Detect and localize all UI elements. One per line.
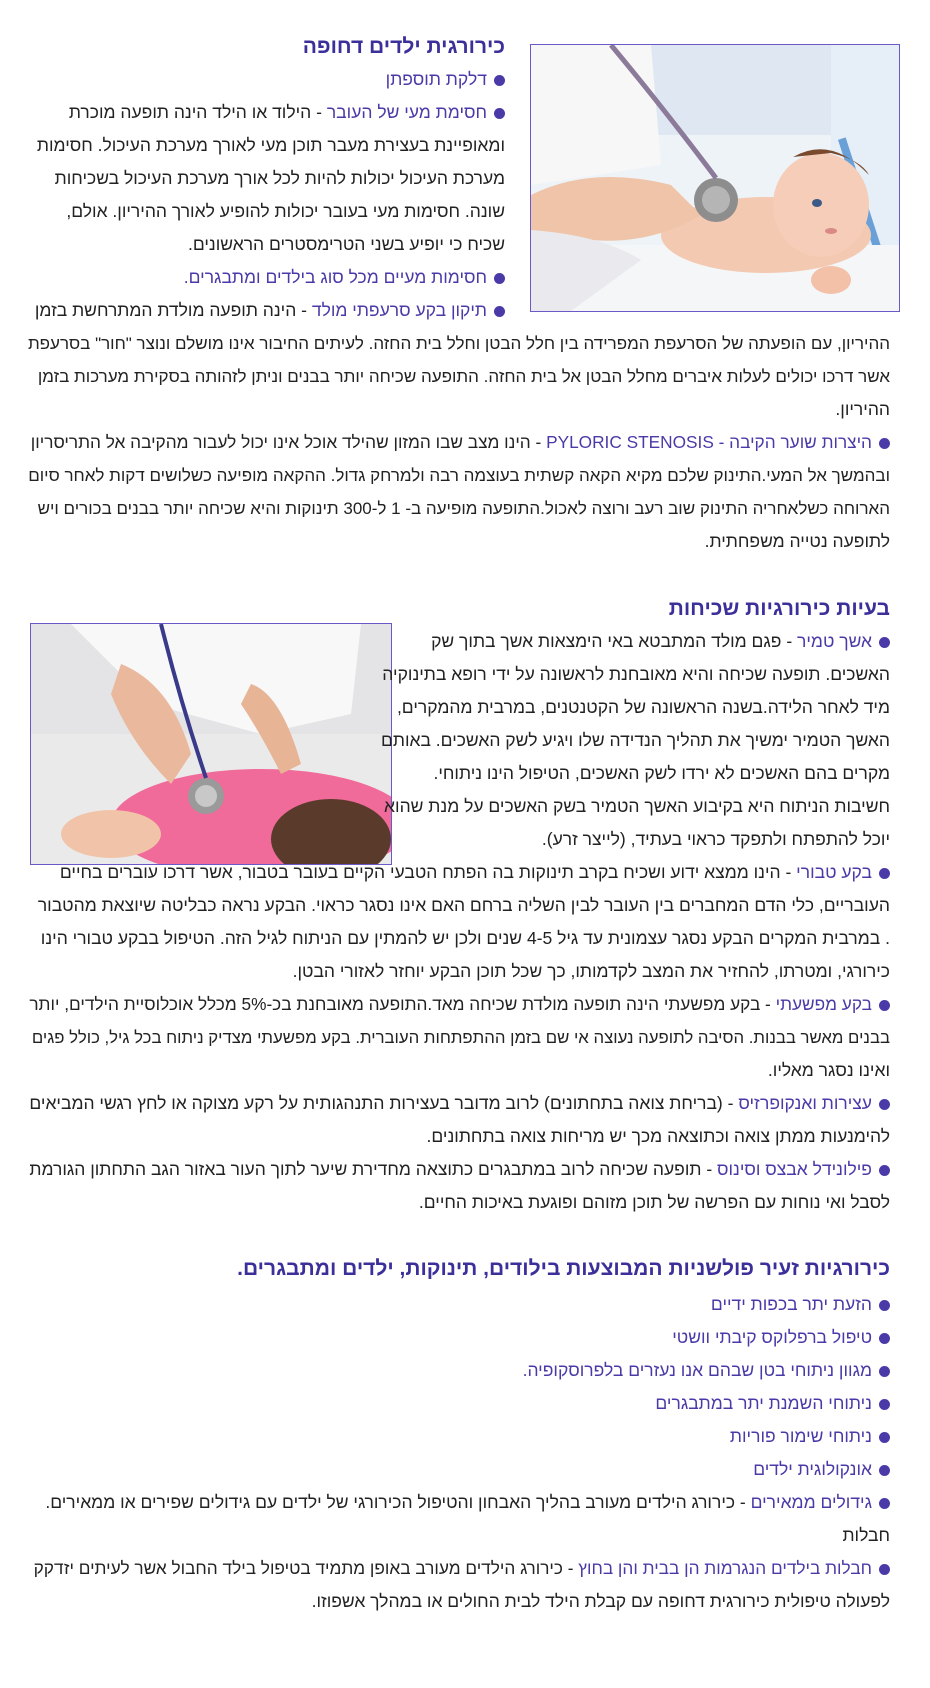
list-item: טיפול ברפלוקס קיבתי וושטי: [672, 1321, 890, 1354]
bullet-icon: [494, 306, 505, 317]
text-line: לתופעה נטייה משפחתית.: [704, 531, 890, 551]
text-line: לפעולה טיפולית כירורגית דחופה עם קבלת הילד לבית החולים או במהלך אשפוזו.: [311, 1591, 890, 1611]
list-item: ניתוחי השמנת יתר במתבגרים: [655, 1387, 890, 1420]
text-line: . במרבית המקרים הבקע נסגר עצמונית עד גיל 4-5 שנים ולכן יש להמתין עם הניתוח לגיל הזה. הטיפול בבקע טבורי הינו: [40, 928, 890, 948]
list-item: תיקון בקע סרעפתי מולד - הינה תופעה מולדת המתרחשת בזמן: [35, 294, 505, 327]
text-line: האשך הטמיר ימשיך את תהליך הנדידה שלו ויגיע לשק האשכים. באותם: [380, 730, 890, 750]
bullet-icon: [879, 1432, 890, 1443]
bullet-icon: [879, 1000, 890, 1011]
text-line: כירורגי, ומטרתו, להחזיר את המצב לקדמותו, כך שכל תוכן הבקע יוחזר לאזורי הבטן.: [292, 961, 890, 981]
text-line: שכיח כי יופיע בשני הטרימסטרים הראשונים.: [188, 234, 505, 254]
text-line: האשכים. תופעה שכיחה והיא מאובחנת לראשונה על ידי רופא בתינוקיה: [382, 664, 890, 684]
list-item: גידולים ממאירים - כירורג הילדים מעורב בהליך האבחון והטיפול הכירורגי של ילדים עם גידולים שפירים או ממאירים.: [45, 1486, 890, 1519]
section-title-minimally-invasive: כירורגיות זעיר פולשניות המבוצעות בילודים, תינוקות, ילדים ומתבגרים.: [237, 1257, 890, 1280]
text-line: ההיריון, עם הופעתה של הסרעפת המפרידה בין חלל הבטן וחלל בית החזה. לעיתים החיבור אינו מושלם ונוצר "חור" בסרעפת: [27, 334, 890, 353]
bullet-icon: [879, 1399, 890, 1410]
bullet-icon: [879, 1564, 890, 1575]
text-line: מקרים בהם האשכים לא ירדו לשק האשכים, הטיפול הינו ניתוחי.: [433, 763, 890, 783]
text-line: בבנים מאשר בבנות. הסיבה לתופעה נעוצה אי שם בזמן ההתפתחות העוברית. בקע מפשעתי מצדיק ניתוח בכל גיל, כולל פגים: [31, 1028, 890, 1047]
bullet-icon: [879, 1366, 890, 1377]
text-line: ההיריון.: [835, 399, 890, 419]
text-line: העובריים, כלי הדם המחברים בין העובר לבין השליה ברחם האם אינו נסגר כראוי. הבקע נראה כבליטה שיוצאת מהטבור: [37, 895, 890, 915]
list-item: חבלות בילדים הנגרמות הן בבית והן בחוץ - כירורג הילדים מעורב באופן מתמיד בטיפול בילד החבול אשר לעיתים יזדקק: [34, 1552, 890, 1585]
bullet-icon: [879, 1333, 890, 1344]
text-line: ובהמשך אל המעי.התינוק שלכם מקיא הקאה קשתית בעוצמה רבה ולמרחק גדול. ההקאה מופיעה כשלושים דקות לאחר סיום: [28, 466, 890, 485]
text-line: שונה. חסימות מעי בעובר יכולות להופיע לאורך ההיריון. אולם,: [66, 201, 505, 221]
list-item: חסימות מעיים מכל סוג בילדים ומתבגרים.: [184, 261, 505, 294]
bullet-icon: [879, 1498, 890, 1509]
text-line: להימנעות ממתן צואה וכתוצאה מכך יש מריחות צואה בתחתונים.: [426, 1126, 890, 1146]
bullet-icon: [879, 868, 890, 879]
list-item: חסימת מעי של העובר - הילוד או הילד הינה תופעה מוכרת: [69, 96, 505, 129]
bullet-icon: [879, 1165, 890, 1176]
text-line: יוכל להתפתח ולתפקד כראוי בעתיד, (לייצר זרע).: [541, 829, 890, 849]
list-item: פילונידל אבצס וסינוס - תופעה שכיחה לרוב במתבגרים כתוצאה מחדירת שיער לתוך העור באזור הגב התחתון הגורמת: [29, 1153, 890, 1186]
text-line: הארוחה כשלאחריה התינוק שוב רעב ורוצה לאכול.התופעה מופיעה ב- 1 ל-300 תינוקות והיא שכיחה יותר בבנים בכורים ויש: [37, 499, 890, 518]
bullet-icon: [494, 75, 505, 86]
bullet-icon: [879, 1099, 890, 1110]
baby-stethoscope-photo: [30, 623, 392, 865]
text-line: חשיבות הניתוח היא בקיבוע האשך הטמיר בשק האשכים על מנת שהוא: [384, 796, 890, 816]
list-item: הזעת יתר בכפות ידיים: [711, 1288, 890, 1321]
text-line: אשר דרכו יכולים לעלות איברים מחלל הבטן אל בית החזה. התופעה שכיחה יותר בבנים וניתן לזהותה בסקירת מערכות בזמן: [37, 367, 890, 386]
bullet-icon: [879, 438, 890, 449]
bullet-icon: [494, 273, 505, 284]
list-item: היצרות שוער הקיבה - PYLORIC STENOSIS - הינו מצב שבו המזון שהילד אוכל אינו יכול לעבור מהקיבה אל התריסריון: [31, 426, 890, 459]
list-item: דלקת תוספתן: [386, 63, 505, 96]
bullet-icon: [494, 108, 505, 119]
text-line: מערכת העיכול יכולות להיות לכל אורך מערכת העיכול בשכיחות: [54, 168, 505, 188]
list-item: בקע מפשעתי - בקע מפשעתי הינה תופעה מולדת שכיחה מאד.התופעה מאובחנת בכ-5% מכלל אוכלוסיית הילדים, יותר: [29, 988, 890, 1021]
bullet-icon: [879, 637, 890, 648]
text-line: חבלות: [842, 1525, 890, 1545]
list-item: מגוון ניתוחי בטן שבהם אנו נעזרים בלפרוסקופיה.: [523, 1354, 890, 1387]
list-item: ניתוחי שימור פוריות: [730, 1420, 890, 1453]
list-item: אונקולוגית ילדים: [753, 1453, 890, 1486]
text-line: מיד לאחר הלידה.בשנה הראשונה של הקטנטנים, במרבית מהמקרים,: [396, 697, 890, 717]
list-item: אשך טמיר - פגם מולד המתבטא באי הימצאות אשך בתוך שק: [431, 625, 890, 658]
section-title-common-problems: בעיות כירורגיות שכיחות: [668, 597, 890, 620]
text-line: ומאופיינת בעצירת מעבר תוכן מעי לאורך מערכת העיכול. חסימות: [36, 135, 505, 155]
section-title-urgent-surgery: כירורגית ילדים דחופה: [302, 35, 505, 58]
text-line: לסבל ואי נוחות עם הפרשה של תוכן מזוהם ופוגעת באיכות החיים.: [418, 1192, 890, 1212]
bullet-icon: [879, 1465, 890, 1476]
newborn-checkup-photo: [530, 44, 900, 312]
list-item: עצירות ואנקופרזיס - (בריחת צואה בתחתונים) לרוב מדובר בעצירות התנהגותית על רקע מצוקה או לחץ רגשי המביאים: [29, 1087, 890, 1120]
text-line: ואינו נסגר מאליו.: [767, 1060, 890, 1080]
bullet-icon: [879, 1300, 890, 1311]
list-item: בקע טבורי - הינו ממצא ידוע ושכיח בקרב תינוקות בה הפתח הטבעי הקיים בעובר בטבור, אשר דרכו עוברים בחיים: [60, 856, 890, 889]
